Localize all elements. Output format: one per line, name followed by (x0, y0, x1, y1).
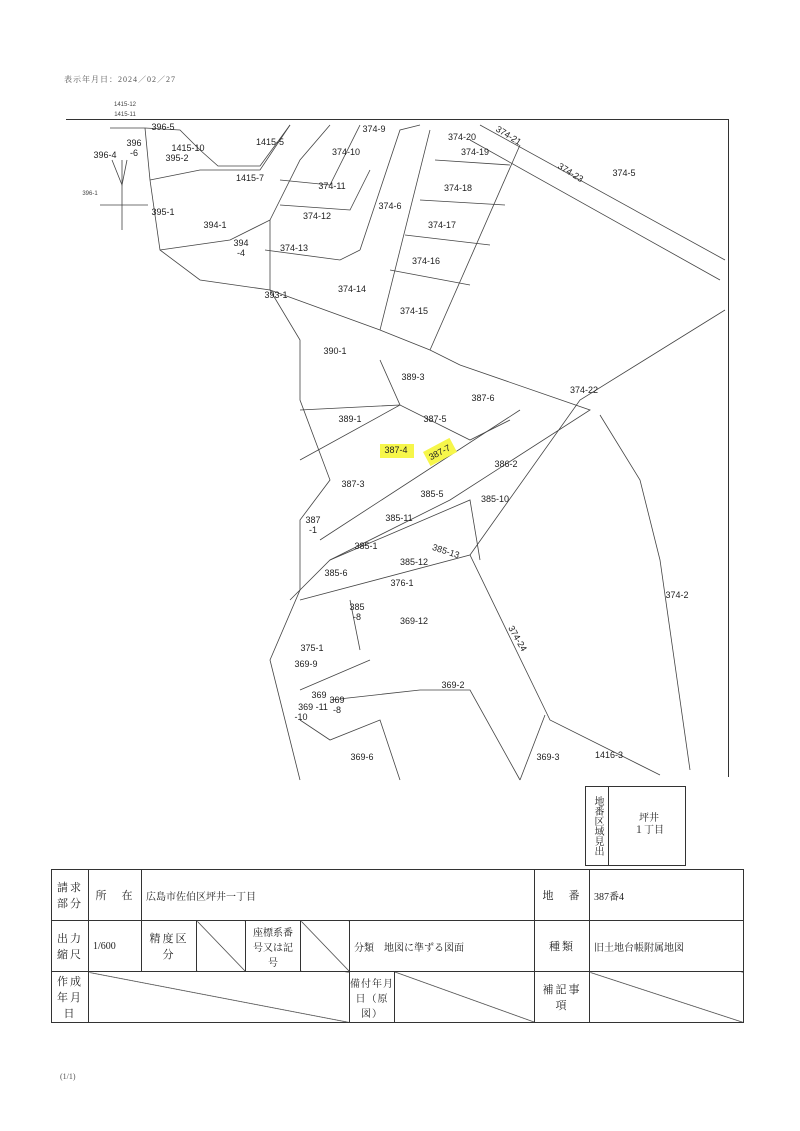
accuracy-label: 精度区分 (142, 921, 197, 972)
location-label: 所 在 (89, 870, 142, 921)
parcel-label-387-7: 387-7 (427, 442, 453, 463)
parcel-label-385-10: 385-10 (480, 494, 510, 504)
parcel-label-385-6: 385-6 (324, 568, 348, 578)
print-date: 表示年月日：2024／02／27 (64, 75, 176, 84)
parcel-label-390-1: 390-1 (323, 346, 347, 356)
created-label: 作成年月日 (52, 972, 89, 1023)
boundary-line (360, 125, 420, 250)
parcel-label-396-1: 396-1 (82, 191, 98, 197)
parcel-label-374-12: 374-12 (302, 211, 332, 221)
parcel-label-374-11: 374-11 (318, 181, 346, 191)
parcel-label-389-1: 389-1 (338, 414, 362, 424)
parcel-label-1416-3: 1416-3 (594, 750, 624, 760)
north-arrow (112, 160, 127, 185)
parcel-label-374-19: 374-19 (460, 147, 490, 157)
boundary-line (270, 290, 460, 365)
created-value-blank (89, 972, 350, 1023)
lot-number-label: 地 番 (535, 870, 590, 921)
parcel-label-369-11: 369 -11 (298, 702, 328, 712)
index-town-line1: 坪井 (639, 813, 659, 824)
parcel-label-374-15: 374-15 (399, 306, 429, 316)
parcel-label-374-14: 374-14 (337, 284, 367, 294)
parcel-label-395-2: 395-2 (165, 153, 189, 163)
boundary-line (290, 365, 590, 600)
boundary-line (390, 270, 470, 285)
parcel-label-374-6: 374-6 (378, 201, 402, 211)
parcel-label-394-1: 394-1 (203, 220, 227, 230)
parcel-label-369-9: 369-9 (294, 659, 318, 669)
parcel-label-369-8: 369 -8 (329, 695, 345, 715)
boundary-line (330, 690, 520, 780)
scale-label: 出力縮尺 (52, 921, 89, 972)
category-value: 地図に準ずる図面 (384, 942, 464, 954)
parcel-label-1415-11: 1415-11 (114, 112, 136, 118)
parcel-label-374-2: 374-2 (665, 590, 689, 600)
boundary-line (300, 555, 660, 775)
remarks-value-blank (395, 972, 534, 1022)
boundary-line (160, 220, 270, 290)
parcel-label-1415-5: 1415-5 (255, 137, 285, 147)
index-map-town (634, 813, 664, 837)
location-value: 広島市佐伯区坪井一丁目 (142, 870, 535, 921)
parcel-label-387-5: 387-5 (423, 414, 447, 424)
index-town-line2: １丁目 (634, 825, 664, 836)
parcel-label-374-16: 374-16 (411, 256, 441, 266)
parcel-label-396-6: 396 -6 (126, 138, 142, 158)
parcel-label-387-6: 387-6 (471, 393, 495, 403)
parcel-label-374-23: 374-23 (556, 160, 586, 185)
coordinate-value-blank (301, 921, 350, 972)
parcel-label-385-8: 385 -8 (349, 602, 365, 622)
category-cell (350, 921, 535, 972)
type-label: 種類 (535, 921, 590, 972)
parcel-label-374-18: 374-18 (443, 183, 473, 193)
parcel-label-396-5: 396-5 (151, 122, 175, 132)
remarks-inner (350, 972, 534, 1022)
lot-number-value: 387番4 (590, 870, 744, 921)
parcel-label-387-4: 387-4 (384, 445, 408, 455)
type-value: 旧土地台帳附属地図 (590, 921, 744, 972)
notes-value-blank (590, 972, 744, 1023)
parcel-label-369-3: 369-3 (536, 752, 560, 762)
boundary-line (420, 200, 505, 205)
parcel-label-1415-12: 1415-12 (113, 102, 137, 108)
boundary-line (435, 160, 510, 165)
parcel-label-1415-7: 1415-7 (235, 173, 265, 183)
remarks-cell (350, 972, 535, 1023)
parcel-label-387-1: 387 -1 (305, 515, 321, 535)
parcel-label-389-3: 389-3 (401, 372, 425, 382)
parcel-label-374-20: 374-20 (447, 132, 477, 142)
parcel-label-385-11: 385-11 (385, 513, 413, 523)
parcel-label-374-22: 374-22 (569, 385, 599, 395)
parcel-label-386-2: 386-2 (494, 459, 518, 469)
parcel-label-385-13: 385-13 (431, 542, 461, 561)
parcel-label-394-4: 394 -4 (233, 238, 249, 258)
parcel-label-376-1: 376-1 (390, 578, 414, 588)
parcel-label-395-1: 395-1 (151, 207, 175, 217)
requester-section-label: 請求部分 (52, 870, 89, 921)
parcel-label-375-1: 375-1 (300, 643, 324, 653)
notes-label: 補記事項 (535, 972, 590, 1023)
boundary-line (320, 410, 520, 540)
parcel-label-374-24: 374-24 (506, 623, 529, 654)
boundary-line (470, 310, 725, 555)
parcel-label-396-4: 396-4 (93, 150, 117, 160)
parcel-label-369a: 369 (311, 690, 327, 700)
parcel-label-369-6: 369-6 (350, 752, 374, 762)
parcel-label-369-10: -10 (294, 712, 308, 722)
parcel-label-374-9: 374-9 (362, 124, 386, 134)
boundary-line (520, 715, 545, 780)
parcel-label-374-17: 374-17 (427, 220, 457, 230)
boundary-line (427, 145, 520, 350)
index-map-title: 地番区域見出 (586, 787, 609, 865)
parcel-label-385-5: 385-5 (420, 489, 444, 499)
parcel-label-385-1: 385-1 (354, 541, 378, 551)
parcel-label-1415-10: 1415-10 (171, 143, 205, 153)
boundary-line (380, 130, 430, 330)
parcel-label-385-12: 385-12 (399, 557, 429, 567)
coordinate-label: 座標系番号又は記号 (246, 921, 301, 972)
boundary-line (300, 405, 510, 440)
info-table (51, 869, 744, 1023)
page-number: (1/1) (60, 1072, 76, 1081)
remarks-label: 備付年月日（原図） (350, 972, 395, 1022)
parcel-label-374-21: 374-21 (494, 123, 524, 148)
parcel-label-374-10: 374-10 (331, 147, 361, 157)
category-label: 分類 (354, 942, 374, 954)
boundary-line (145, 128, 330, 780)
parcel-label-374-5: 374-5 (612, 168, 636, 178)
parcel-label-374-13: 374-13 (279, 243, 309, 253)
index-map (585, 786, 686, 866)
accuracy-value-blank (197, 921, 246, 972)
parcel-label-369-2: 369-2 (441, 680, 465, 690)
scale-value: 1/600 (89, 921, 142, 972)
boundary-line (405, 235, 490, 245)
parcel-label-393-1: 393-1 (264, 290, 288, 300)
parcel-label-369-12: 369-12 (399, 616, 429, 626)
boundary-line (300, 720, 400, 780)
parcel-label-387-3: 387-3 (341, 479, 365, 489)
boundary-line (470, 140, 720, 280)
